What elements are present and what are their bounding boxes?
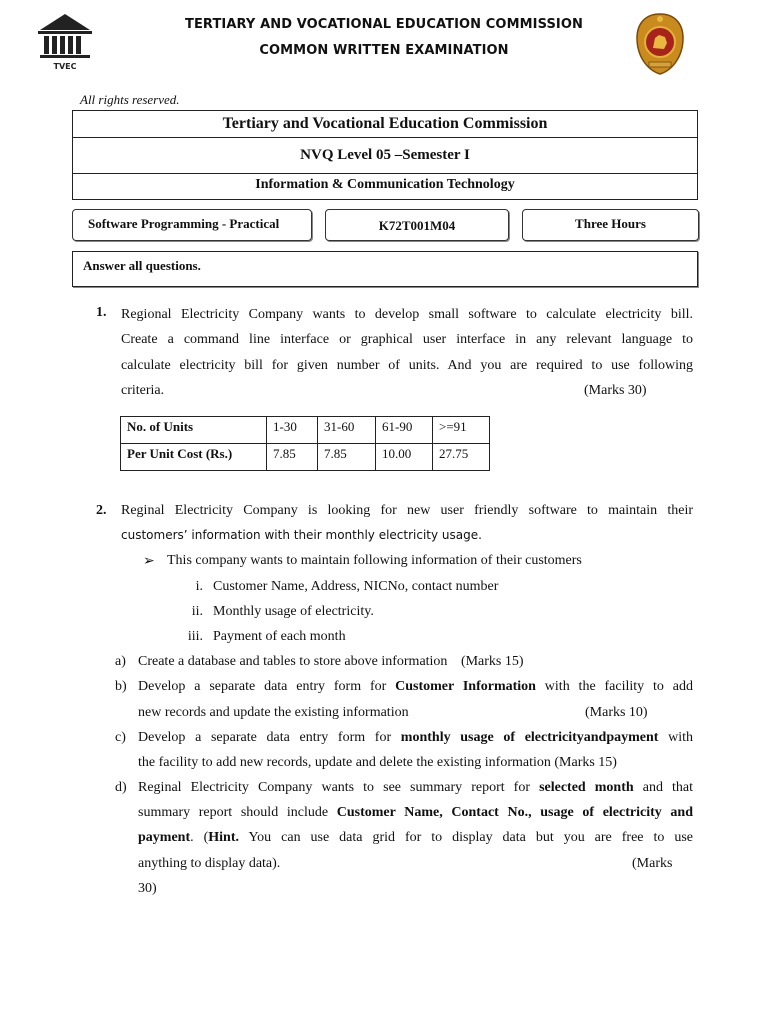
part-b-marks: (Marks 10) bbox=[585, 705, 648, 720]
part-b-line2 bbox=[138, 705, 693, 721]
part-d-text: You can use data grid for to display data but you are free to use bbox=[239, 830, 693, 845]
part-b-text: new records and update the existing information bbox=[138, 705, 409, 720]
part-c-text: with bbox=[658, 730, 693, 745]
part-c-line1 bbox=[138, 730, 693, 746]
q2-number: 2. bbox=[96, 503, 107, 518]
national-emblem-icon bbox=[635, 12, 685, 76]
part-b-line1 bbox=[138, 679, 693, 695]
table-cell: Per Unit Cost (Rs.) bbox=[121, 444, 267, 471]
module-code: K72T001M04 bbox=[325, 209, 509, 241]
q1-number: 1. bbox=[96, 305, 107, 320]
part-a-text bbox=[138, 654, 524, 670]
bullet-arrow-icon: ➢ bbox=[143, 554, 155, 569]
q1-line: criteria. bbox=[121, 382, 165, 398]
part-b-text: Develop a separate data entry form for bbox=[138, 679, 396, 694]
part-d-line2 bbox=[138, 805, 693, 821]
q1-line: Create a command line interface or graphical user interface in any relevant language to bbox=[121, 332, 693, 348]
header-subtitle: COMMON WRITTEN EXAMINATION bbox=[259, 43, 509, 58]
q1-text bbox=[121, 302, 693, 403]
table-row bbox=[121, 444, 490, 471]
part-d-line4 bbox=[138, 856, 693, 872]
q1-line: Regional Electricity Company wants to develop small software to calculate electricity bill. bbox=[121, 307, 693, 322]
title-box bbox=[72, 110, 698, 200]
part-d-marks: (Marks bbox=[632, 856, 673, 871]
part-c-text: Develop a separate data entry form for bbox=[138, 730, 401, 745]
part-c-line2 bbox=[138, 755, 617, 771]
part-d-text: and that bbox=[633, 780, 693, 795]
list-item: Monthly usage of electricity. bbox=[213, 604, 374, 619]
part-d-marks-cont: 30) bbox=[138, 881, 157, 896]
list-item: Customer Name, Address, NICNo, contact number bbox=[213, 579, 499, 594]
roman-number: ii. bbox=[191, 604, 203, 619]
part-d-text: summary report should include bbox=[138, 805, 337, 820]
table-cell: 31-60 bbox=[318, 417, 376, 444]
part-c-text: the facility to add new records, update and delete the existing information bbox=[138, 755, 551, 770]
table-cell: No. of Units bbox=[121, 417, 267, 444]
part-d-text: Reginal Electricity Company wants to see summary report for bbox=[138, 780, 540, 795]
rights-notice: All rights reserved. bbox=[80, 92, 180, 107]
table-cell: 61-90 bbox=[376, 417, 433, 444]
level-label: NVQ Level 05 –Semester I bbox=[73, 138, 697, 174]
part-d-bold: payment bbox=[138, 830, 191, 845]
roman-number: i. bbox=[195, 579, 203, 594]
table-cell: 10.00 bbox=[376, 444, 433, 471]
exam-duration: Three Hours bbox=[522, 209, 699, 241]
q2-line: Reginal Electricity Company is looking for new user friendly software to maintain their bbox=[121, 503, 693, 518]
table-row bbox=[121, 417, 490, 444]
unit-cost-table bbox=[120, 416, 490, 471]
part-d-text: . ( bbox=[190, 830, 209, 845]
part-d-bold: selected month bbox=[539, 780, 634, 795]
roman-number: iii. bbox=[187, 629, 203, 644]
part-d-hint: Hint. bbox=[208, 830, 239, 845]
part-b-text: with the facility to add bbox=[535, 679, 693, 694]
header-title: TERTIARY AND VOCATIONAL EDUCATION COMMISSION bbox=[184, 17, 583, 32]
part-c-marks: (Marks 15) bbox=[554, 755, 617, 770]
part-d-text: anything to display data). bbox=[138, 856, 281, 871]
instruction-box: Answer all questions. bbox=[72, 251, 698, 287]
part-c-label: c) bbox=[115, 730, 126, 745]
q1-line: calculate electricity bill for given number of units. And you are required to use following bbox=[121, 357, 693, 373]
list-item: Payment of each month bbox=[213, 629, 346, 644]
subject-label: Information & Communication Technology bbox=[255, 177, 515, 192]
table-cell: 7.85 bbox=[318, 444, 376, 471]
table-cell: 27.75 bbox=[433, 444, 490, 471]
part-d-line3 bbox=[138, 830, 693, 846]
table-cell: 7.85 bbox=[267, 444, 318, 471]
part-d-label: d) bbox=[115, 780, 127, 795]
module-name: Software Programming - Practical bbox=[72, 209, 312, 241]
q2-bullet: This company wants to maintain following information of their customers bbox=[167, 553, 582, 568]
q2-line: customers’ information with their monthly electricity usage. bbox=[121, 528, 482, 542]
part-b-bold: Customer Information bbox=[395, 679, 536, 694]
q1-marks: (Marks 30) bbox=[584, 382, 647, 398]
part-c-bold: monthly usage of electricityandpayment bbox=[400, 730, 659, 745]
org-name: Tertiary and Vocational Education Commission bbox=[73, 111, 697, 138]
table-cell: >=91 bbox=[433, 417, 490, 444]
svg-text:TVEC: TVEC bbox=[53, 62, 77, 71]
part-a-label: a) bbox=[115, 654, 126, 669]
part-d-bold: Customer Name, Contact No., usage of electricity and bbox=[336, 805, 693, 820]
table-cell: 1-30 bbox=[267, 417, 318, 444]
part-a-marks: (Marks 15) bbox=[460, 654, 524, 669]
part-a-body: Create a database and tables to store above information bbox=[138, 654, 448, 669]
part-d-line1 bbox=[138, 780, 693, 796]
part-b-label: b) bbox=[115, 679, 127, 694]
